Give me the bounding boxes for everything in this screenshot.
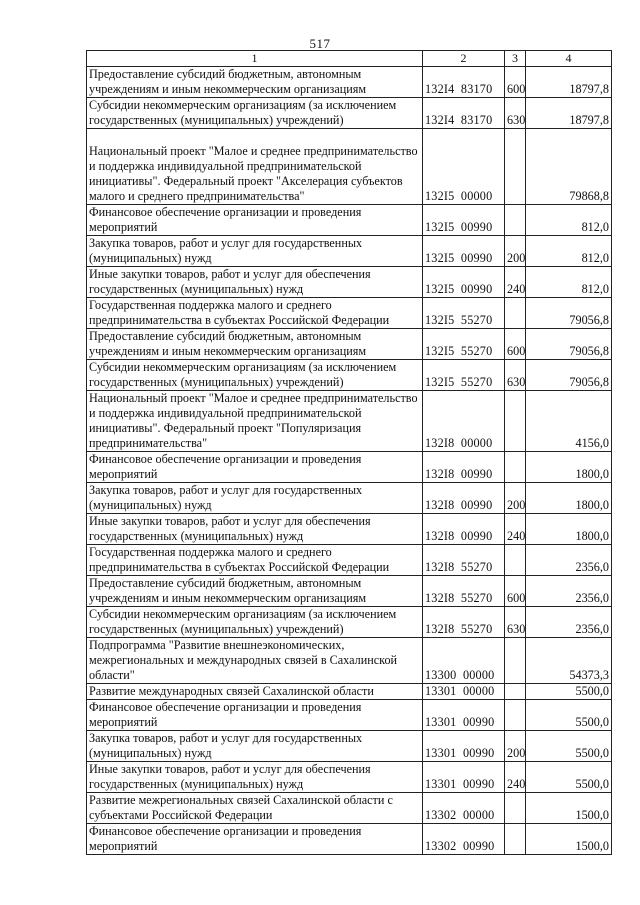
table-row <box>87 483 612 514</box>
row-code: 132I5 55270 <box>423 298 505 329</box>
row-code: 13301 00990 <box>423 700 505 731</box>
row-code: 132I8 00990 <box>423 483 505 514</box>
row-amount: 5500,0 <box>526 762 612 793</box>
table-row <box>87 391 612 452</box>
row-type: 200 <box>505 731 526 762</box>
table-row <box>87 514 612 545</box>
page-number: 517 <box>309 36 331 51</box>
row-amount: 812,0 <box>526 267 612 298</box>
row-code: 132I8 00000 <box>423 391 505 452</box>
row-name: Субсидии некоммерческим организациям (за исключением государственных (муниципальных) учреждений) <box>87 360 423 391</box>
row-amount: 79056,8 <box>526 298 612 329</box>
table-row <box>87 607 612 638</box>
row-amount: 2356,0 <box>526 545 612 576</box>
row-type <box>505 129 526 205</box>
row-code: 132I5 55270 <box>423 360 505 391</box>
row-type <box>505 638 526 684</box>
row-amount: 18797,8 <box>526 98 612 129</box>
table-row <box>87 576 612 607</box>
row-name: Иные закупки товаров, работ и услуг для обеспечения государственных (муниципальных) нужд <box>87 267 423 298</box>
table-row <box>87 205 612 236</box>
row-amount: 1500,0 <box>526 824 612 855</box>
row-amount: 5500,0 <box>526 731 612 762</box>
row-type <box>505 700 526 731</box>
row-name: Предоставление субсидий бюджетным, автономным учреждениям и иным некоммерческим организациям <box>87 329 423 360</box>
table-row <box>87 731 612 762</box>
row-type: 600 <box>505 67 526 98</box>
table-row <box>87 638 612 684</box>
table-row <box>87 98 612 129</box>
row-type: 200 <box>505 236 526 267</box>
row-type: 240 <box>505 514 526 545</box>
row-code: 13301 00000 <box>423 684 505 700</box>
row-code: 132I4 83170 <box>423 98 505 129</box>
row-type <box>505 545 526 576</box>
header-col-1: 1 <box>87 51 423 67</box>
row-type: 630 <box>505 98 526 129</box>
row-type <box>505 452 526 483</box>
row-name: Развитие межрегиональных связей Сахалинской области с субъектами Российской Федерации <box>87 793 423 824</box>
row-code: 132I5 00990 <box>423 236 505 267</box>
row-code: 132I8 00990 <box>423 452 505 483</box>
row-code: 132I4 83170 <box>423 67 505 98</box>
budget-table <box>86 50 612 855</box>
table-row <box>87 684 612 700</box>
row-type: 600 <box>505 329 526 360</box>
table-row <box>87 452 612 483</box>
table-row <box>87 545 612 576</box>
row-name: Субсидии некоммерческим организациям (за исключением государственных (муниципальных) учреждений) <box>87 98 423 129</box>
table-row <box>87 360 612 391</box>
table-row <box>87 793 612 824</box>
row-code: 132I5 00000 <box>423 129 505 205</box>
row-type <box>505 391 526 452</box>
table-row <box>87 329 612 360</box>
row-code: 13301 00990 <box>423 762 505 793</box>
row-amount: 1800,0 <box>526 483 612 514</box>
row-code: 132I5 00990 <box>423 267 505 298</box>
table-row <box>87 236 612 267</box>
row-name: Финансовое обеспечение организации и проведения мероприятий <box>87 824 423 855</box>
row-name: Финансовое обеспечение организации и проведения мероприятий <box>87 700 423 731</box>
row-code: 13301 00990 <box>423 731 505 762</box>
row-type <box>505 824 526 855</box>
row-name: Развитие международных связей Сахалинской области <box>87 684 423 700</box>
row-name: Субсидии некоммерческим организациям (за исключением государственных (муниципальных) учреждений) <box>87 607 423 638</box>
header-row <box>87 51 612 67</box>
row-amount: 18797,8 <box>526 67 612 98</box>
table-row <box>87 762 612 793</box>
row-name: Иные закупки товаров, работ и услуг для обеспечения государственных (муниципальных) нужд <box>87 514 423 545</box>
row-amount: 2356,0 <box>526 607 612 638</box>
row-amount: 812,0 <box>526 236 612 267</box>
row-name: Финансовое обеспечение организации и проведения мероприятий <box>87 452 423 483</box>
table-row <box>87 67 612 98</box>
row-amount: 2356,0 <box>526 576 612 607</box>
row-name: Финансовое обеспечение организации и проведения мероприятий <box>87 205 423 236</box>
row-type: 600 <box>505 576 526 607</box>
row-type <box>505 793 526 824</box>
row-code: 13300 00000 <box>423 638 505 684</box>
table-header <box>87 51 612 67</box>
row-amount: 79056,8 <box>526 329 612 360</box>
row-amount: 79056,8 <box>526 360 612 391</box>
table-body <box>87 67 612 855</box>
header-col-2: 2 <box>423 51 505 67</box>
row-name: Иные закупки товаров, работ и услуг для обеспечения государственных (муниципальных) нужд <box>87 762 423 793</box>
row-amount: 812,0 <box>526 205 612 236</box>
row-code: 132I8 55270 <box>423 545 505 576</box>
row-code: 132I8 00990 <box>423 514 505 545</box>
row-name: Предоставление субсидий бюджетным, автономным учреждениям и иным некоммерческим организациям <box>87 67 423 98</box>
row-amount: 1800,0 <box>526 452 612 483</box>
row-code: 132I5 00990 <box>423 205 505 236</box>
row-code: 132I8 55270 <box>423 576 505 607</box>
row-amount: 5500,0 <box>526 700 612 731</box>
row-type <box>505 684 526 700</box>
row-name: Национальный проект "Малое и среднее предпринимательство и поддержка индивидуальной предпринимательской инициативы". Федеральный проект "Акселерация субъектов малого и среднего предпринимательства" <box>87 129 423 205</box>
row-code: 13302 00000 <box>423 793 505 824</box>
row-amount: 79868,8 <box>526 129 612 205</box>
row-amount: 54373,3 <box>526 638 612 684</box>
row-name: Национальный проект "Малое и среднее предпринимательство и поддержка индивидуальной предпринимательской инициативы". Федеральный проект "Популяризация предпринимательства" <box>87 391 423 452</box>
header-col-3: 3 <box>505 51 526 67</box>
row-amount: 4156,0 <box>526 391 612 452</box>
table-row <box>87 700 612 731</box>
table-row <box>87 298 612 329</box>
row-name: Закупка товаров, работ и услуг для государственных (муниципальных) нужд <box>87 731 423 762</box>
row-name: Подпрограмма "Развитие внешнеэкономических, межрегиональных и международных связей в Сахалинской области" <box>87 638 423 684</box>
row-code: 13302 00990 <box>423 824 505 855</box>
row-amount: 1500,0 <box>526 793 612 824</box>
row-type: 240 <box>505 762 526 793</box>
row-name: Закупка товаров, работ и услуг для государственных (муниципальных) нужд <box>87 236 423 267</box>
row-name: Предоставление субсидий бюджетным, автономным учреждениям и иным некоммерческим организациям <box>87 576 423 607</box>
row-type: 200 <box>505 483 526 514</box>
row-type: 240 <box>505 267 526 298</box>
row-amount: 5500,0 <box>526 684 612 700</box>
table-row <box>87 129 612 205</box>
row-code: 132I5 55270 <box>423 329 505 360</box>
row-type: 630 <box>505 607 526 638</box>
header-col-4: 4 <box>526 51 612 67</box>
table-row <box>87 267 612 298</box>
row-name: Закупка товаров, работ и услуг для государственных (муниципальных) нужд <box>87 483 423 514</box>
row-name: Государственная поддержка малого и среднего предпринимательства в субъектах Российской Федерации <box>87 298 423 329</box>
row-name: Государственная поддержка малого и среднего предпринимательства в субъектах Российской Федерации <box>87 545 423 576</box>
table-row <box>87 824 612 855</box>
row-type: 630 <box>505 360 526 391</box>
row-amount: 1800,0 <box>526 514 612 545</box>
row-type <box>505 298 526 329</box>
row-type <box>505 205 526 236</box>
row-code: 132I8 55270 <box>423 607 505 638</box>
